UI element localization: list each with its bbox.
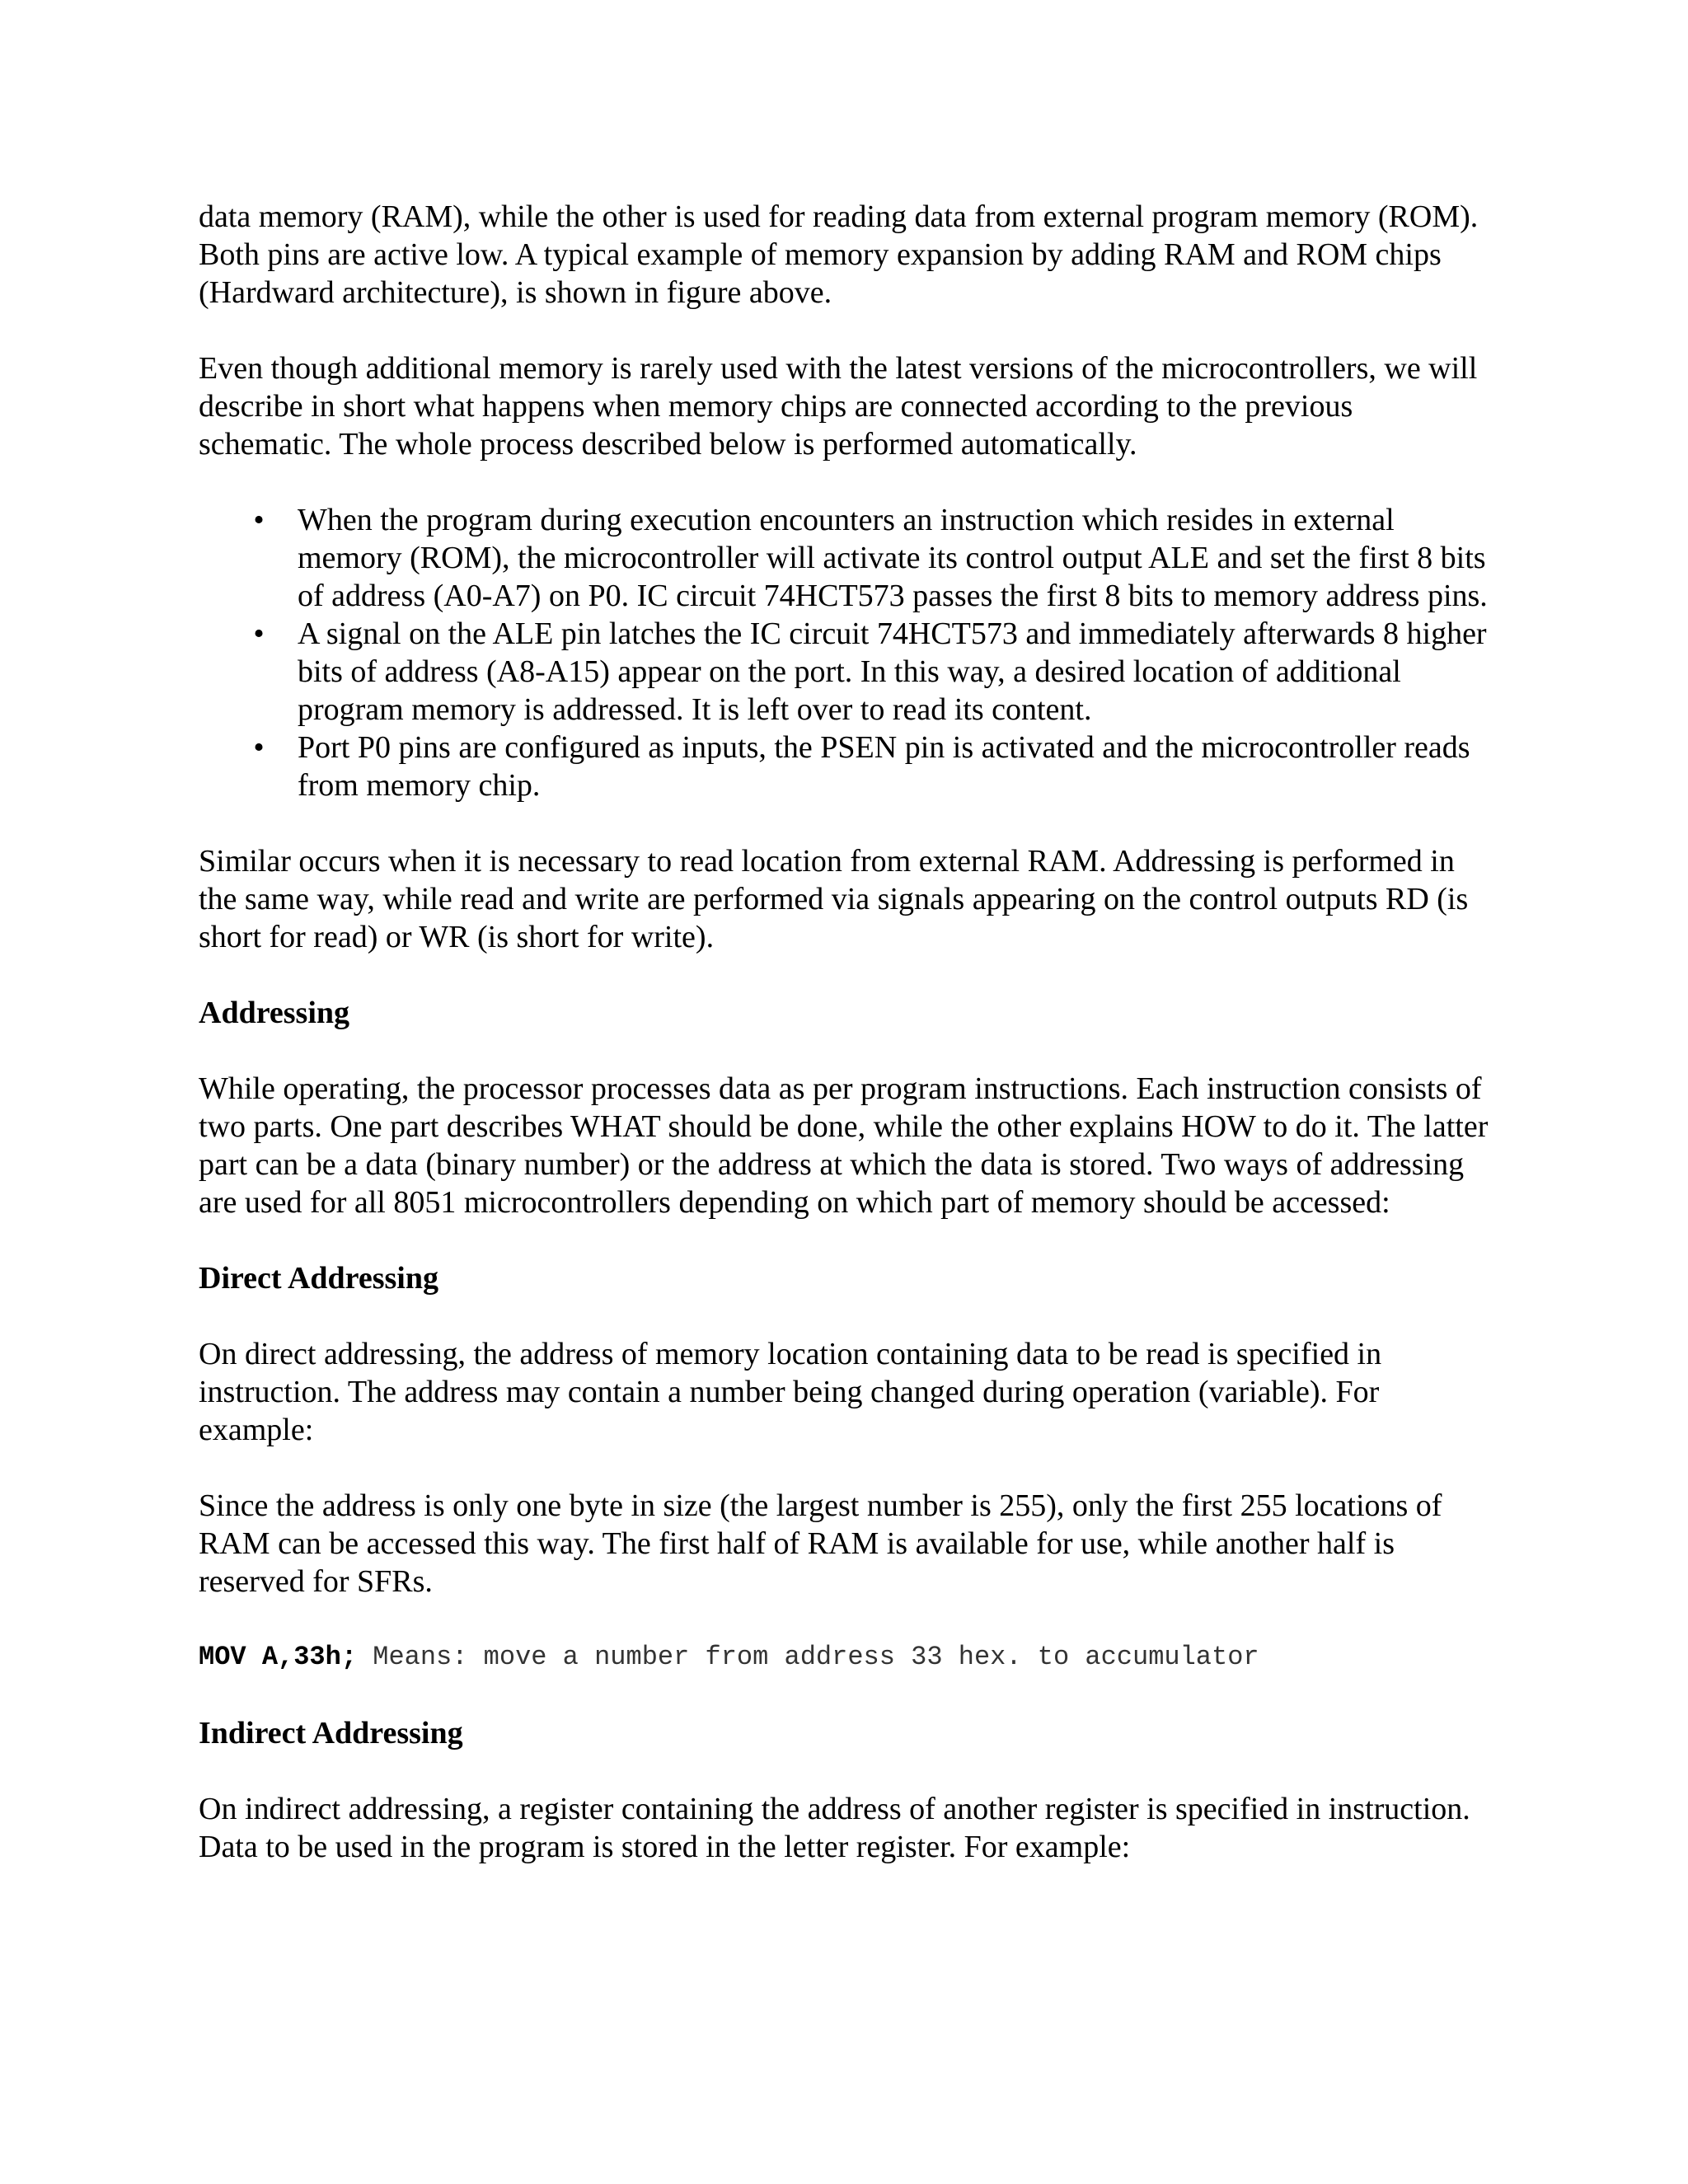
paragraph-additional-memory: Even though additional memory is rarely used with the latest versions of the microcontrollers, we will describe in short what happens when memory chips are connected according to the previous schematic. The whole process described below is performed automatically. [199, 351, 1478, 462]
paragraph-direct-addressing: On direct addressing, the address of memory location containing data to be read is specified in instruction. The address may contain a number being changed during operation (variable). For example: [199, 1337, 1382, 1447]
list-item [199, 729, 1493, 804]
code-instruction: MOV A,33h; [199, 1642, 358, 1672]
bullet-icon: • [253, 503, 265, 537]
heading-indirect-addressing: Indirect Addressing [199, 1716, 463, 1750]
document-body [199, 198, 1493, 1904]
list-item [199, 615, 1493, 729]
paragraph-memory-pins: data memory (RAM), while the other is used for reading data from external program memory (ROM). Both pins are active low. A typical example of memory expansion by adding RAM and ROM chips (Hardward architecture), is shown in figure above. [199, 199, 1479, 310]
list-item-text: A signal on the ALE pin latches the IC circuit 74HCT573 and immediately afterwards 8 higher bits of address (A8-A15) appear on the port. In this way, a desired location of additional program memory is addressed. It is left over to read its content. [298, 616, 1487, 727]
code-comment: Means: move a number from address 33 hex. to accumulator [357, 1642, 1259, 1672]
paragraph-addressing: While operating, the processor processes data as per program instructions. Each instruction consists of two parts. One part describes WHAT should be done, while the other explains HOW to do it. The latter part can be a data (binary number) or the address at which the data is stored. Two ways of addressing are used for all 8051 microcontrollers depending on which part of memory should be accessed: [199, 1071, 1489, 1220]
code-example [199, 1638, 1493, 1676]
bullet-icon: • [253, 730, 265, 765]
list-item [199, 501, 1493, 615]
paragraph-indirect-addressing: On indirect addressing, a register containing the address of another register is specified in instruction. Data to be used in the program is stored in the letter register. For example: [199, 1792, 1470, 1864]
heading-direct-addressing: Direct Addressing [199, 1261, 438, 1296]
bullet-icon: • [253, 616, 265, 651]
paragraph-external-ram: Similar occurs when it is necessary to read location from external RAM. Addressing is performed in the same way, while read and write are performed via signals appearing on the control outputs RD (is short for read) or WR (is short for write). [199, 844, 1469, 954]
paragraph-address-size: Since the address is only one byte in size (the largest number is 255), only the first 255 locations of RAM can be accessed this way. The first half of RAM is available for use, while another half is reserved for SFRs. [199, 1488, 1442, 1599]
list-item-text: Port P0 pins are configured as inputs, the PSEN pin is activated and the microcontroller reads from memory chip. [298, 730, 1470, 803]
list-item-text: When the program during execution encounters an instruction which resides in external memory (ROM), the microcontroller will activate its control output ALE and set the first 8 bits of address (A0-A7) on P0. IC circuit 74HCT573 passes the first 8 bits to memory address pins. [298, 503, 1488, 613]
heading-addressing: Addressing [199, 996, 350, 1030]
process-steps-list [199, 501, 1493, 804]
